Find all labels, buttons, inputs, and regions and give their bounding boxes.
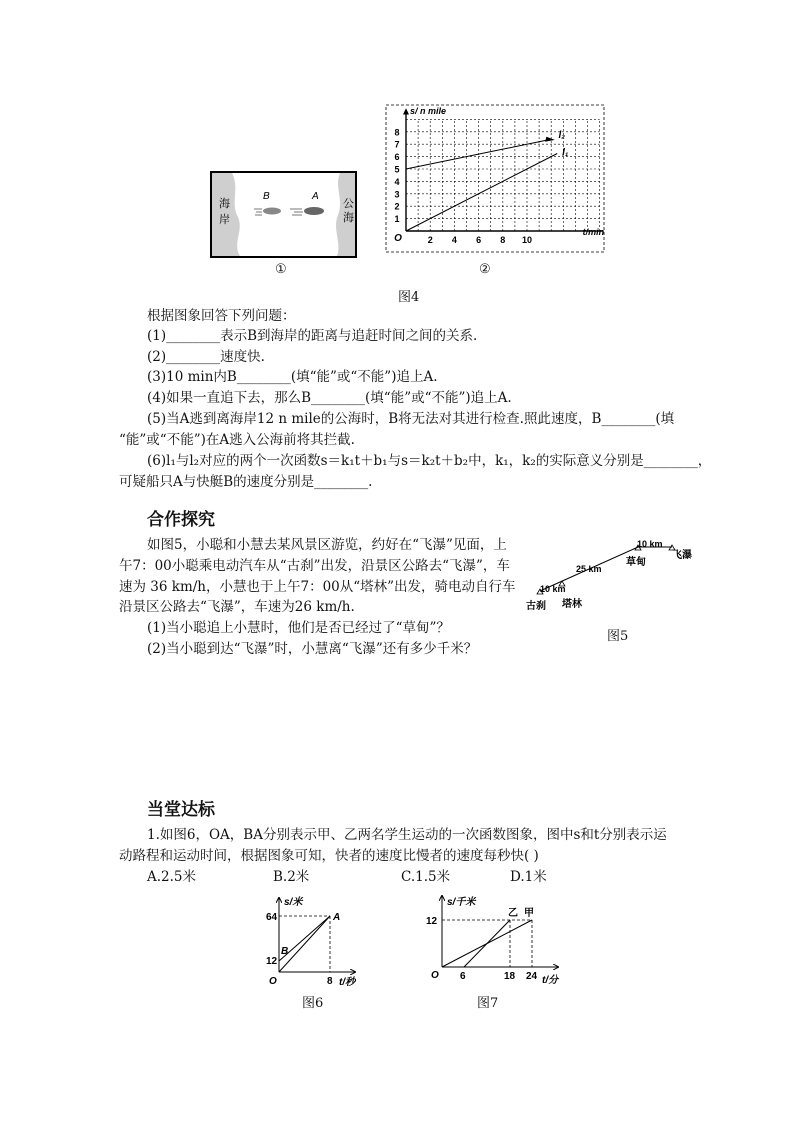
fig7-x-6: 6 bbox=[460, 971, 466, 982]
target-section-title: 当堂达标 bbox=[147, 800, 215, 820]
sea-char-2: 海 bbox=[343, 212, 354, 224]
y-tick-label: 5 bbox=[394, 164, 400, 175]
fig7-y-12: 12 bbox=[426, 916, 438, 927]
coop-paragraph-line-3: 速为 36 km/h，小慧也于上午7：00从“塔林”出发，骑电动自行车 bbox=[119, 579, 516, 595]
x-tick-label: 8 bbox=[500, 235, 506, 245]
fig5-route-diagram bbox=[520, 535, 700, 615]
y-tick-label: 2 bbox=[394, 201, 400, 212]
questions-intro: 根据图象回答下列问题： bbox=[147, 308, 296, 324]
question-6-line-2: 可疑船只A与快艇B的速度分别是________. bbox=[119, 474, 373, 490]
target-question-line-2: 动路程和运动时间，根据图象可知，快者的速度比慢者的速度每秒快( ) bbox=[119, 848, 539, 864]
fig6-y-12: 12 bbox=[266, 956, 278, 967]
fig7-origin: O bbox=[431, 970, 439, 981]
fig5-distance-2: 25 km bbox=[576, 564, 602, 574]
y-tick-label: 8 bbox=[394, 127, 400, 138]
fig5-caodian: 草甸 bbox=[626, 557, 646, 568]
option-b: B.2米 bbox=[273, 869, 310, 885]
fig5-caption: 图5 bbox=[607, 629, 629, 644]
fig6-caption: 图6 bbox=[302, 996, 324, 1011]
fig7-x-18: 18 bbox=[504, 971, 516, 982]
fig7-line-yi bbox=[464, 920, 510, 967]
fig4-label-2: ② bbox=[479, 262, 491, 277]
series-line-1 bbox=[406, 154, 557, 232]
y-axis-arrow-icon bbox=[403, 108, 409, 114]
fig6-line-oa bbox=[279, 916, 330, 972]
fig7-x-label: t/分 bbox=[542, 975, 559, 986]
question-5-line-2: “能”或“不能”)在A逃入公海前将其拦截. bbox=[119, 432, 355, 448]
question-4: (4)如果一直追下去，那么B________(填“能”或“不能”)追上A. bbox=[147, 390, 512, 406]
coop-question-1: (1)当小聪追上小慧时，他们是否已经过了“草甸”？ bbox=[147, 620, 450, 636]
fig6-x-label: t/秒 bbox=[339, 977, 356, 988]
coop-paragraph-line-2: 午7：00小聪乘电动汽车从“古刹”出发，沿景区公路去“飞瀑”，车 bbox=[119, 558, 510, 574]
y-tick-label: 4 bbox=[394, 176, 400, 187]
fig6-point-b: B bbox=[281, 946, 289, 957]
x-tick-label: 6 bbox=[476, 235, 482, 245]
fig5-talin: 塔林 bbox=[562, 599, 582, 610]
y-tick-label: 1 bbox=[394, 214, 400, 225]
fig6-origin: O bbox=[269, 976, 277, 987]
fig6-y-label: s/米 bbox=[284, 897, 303, 908]
fig4-caption: 图4 bbox=[398, 290, 420, 305]
target-question-line-1: 1.如图6，OA，BA分别表示甲、乙两名学生运动的一次函数图象，图中s和t分别表示运 bbox=[147, 827, 667, 843]
fig5-distance-3: 10 km bbox=[637, 539, 663, 549]
coop-paragraph-line-1: 如图5，小聪和小慧去某风景区游览，约好在“飞瀑”见面，上 bbox=[147, 537, 507, 553]
fig6-graph bbox=[255, 892, 365, 992]
question-1: (1)________表示B到海岸的距离与追赶时间之间的关系. bbox=[147, 328, 478, 344]
fig6-point-a: A bbox=[333, 912, 341, 923]
graph-frame bbox=[386, 105, 604, 252]
fig7-y-label: s/千米 bbox=[447, 897, 476, 908]
fig4-graph bbox=[370, 103, 610, 255]
series-line-2 bbox=[406, 139, 551, 169]
option-d: D.1米 bbox=[510, 869, 547, 885]
fig7-x-24: 24 bbox=[526, 971, 538, 982]
fig4-label-1: ① bbox=[275, 262, 287, 277]
shore-char-1: 海 bbox=[219, 198, 230, 210]
boat-a-label: A bbox=[312, 191, 319, 202]
x-tick-label: 10 bbox=[521, 235, 533, 245]
coop-question-2: (2)当小聪到达“飞瀑”时，小慧离“飞瀑”还有多少千米？ bbox=[147, 641, 478, 657]
line-l2-label: l₂ bbox=[558, 130, 566, 142]
question-6-line-1: (6)l₁与l₂对应的两个一次函数s＝k₁t＋b₁与s＝k₂t＋b₂中，k₁，k₂的实际意义分别是________， bbox=[147, 453, 712, 469]
x-tick-label: 2 bbox=[427, 235, 433, 245]
x-tick-label: 4 bbox=[451, 235, 457, 245]
fig7-label-jia: 甲 bbox=[524, 908, 534, 919]
shore-char-2: 岸 bbox=[219, 214, 230, 226]
fig4-panel1 bbox=[210, 171, 357, 258]
coop-paragraph-line-4: 沿景区公路去“飞瀑”，车速为26 km/h. bbox=[119, 599, 355, 615]
question-5-line-1: (5)当A逃到离海岸12 n mile的公海时，B将无法对其进行检查.照此速度，B________(填 bbox=[147, 411, 675, 427]
y-tick-label: 6 bbox=[394, 152, 400, 163]
y-tick-label: 7 bbox=[394, 139, 400, 150]
fig6-x-8: 8 bbox=[327, 976, 333, 987]
option-c: C.1.5米 bbox=[401, 869, 451, 885]
fig7-label-yi: 乙 bbox=[508, 908, 518, 919]
sea-char-1: 公 bbox=[343, 198, 354, 210]
origin-label: O bbox=[394, 233, 402, 244]
fig5-distance-1: 10 km bbox=[540, 584, 566, 594]
boat-b-label: B bbox=[263, 191, 270, 202]
option-a: A.2.5米 bbox=[147, 869, 197, 885]
fig7-caption: 图7 bbox=[477, 996, 499, 1011]
y-axis-label: s/ n mile bbox=[410, 106, 447, 116]
question-3: (3)10 min内B________(填“能”或“不能”)追上A. bbox=[147, 369, 438, 385]
y-tick-label: 3 bbox=[394, 189, 400, 200]
fig6-y-64: 64 bbox=[266, 912, 278, 923]
question-2: (2)________速度快. bbox=[147, 349, 265, 365]
l2-arrow-icon bbox=[545, 137, 555, 142]
fig5-gucha: 古刹 bbox=[526, 601, 546, 612]
line-l1-label: l₁ bbox=[562, 147, 569, 159]
fig5-feipu: 飞瀑 bbox=[672, 550, 692, 561]
coop-section-title: 合作探究 bbox=[147, 510, 215, 530]
fig7-graph bbox=[420, 892, 565, 992]
x-axis-label: t/min bbox=[582, 227, 605, 237]
